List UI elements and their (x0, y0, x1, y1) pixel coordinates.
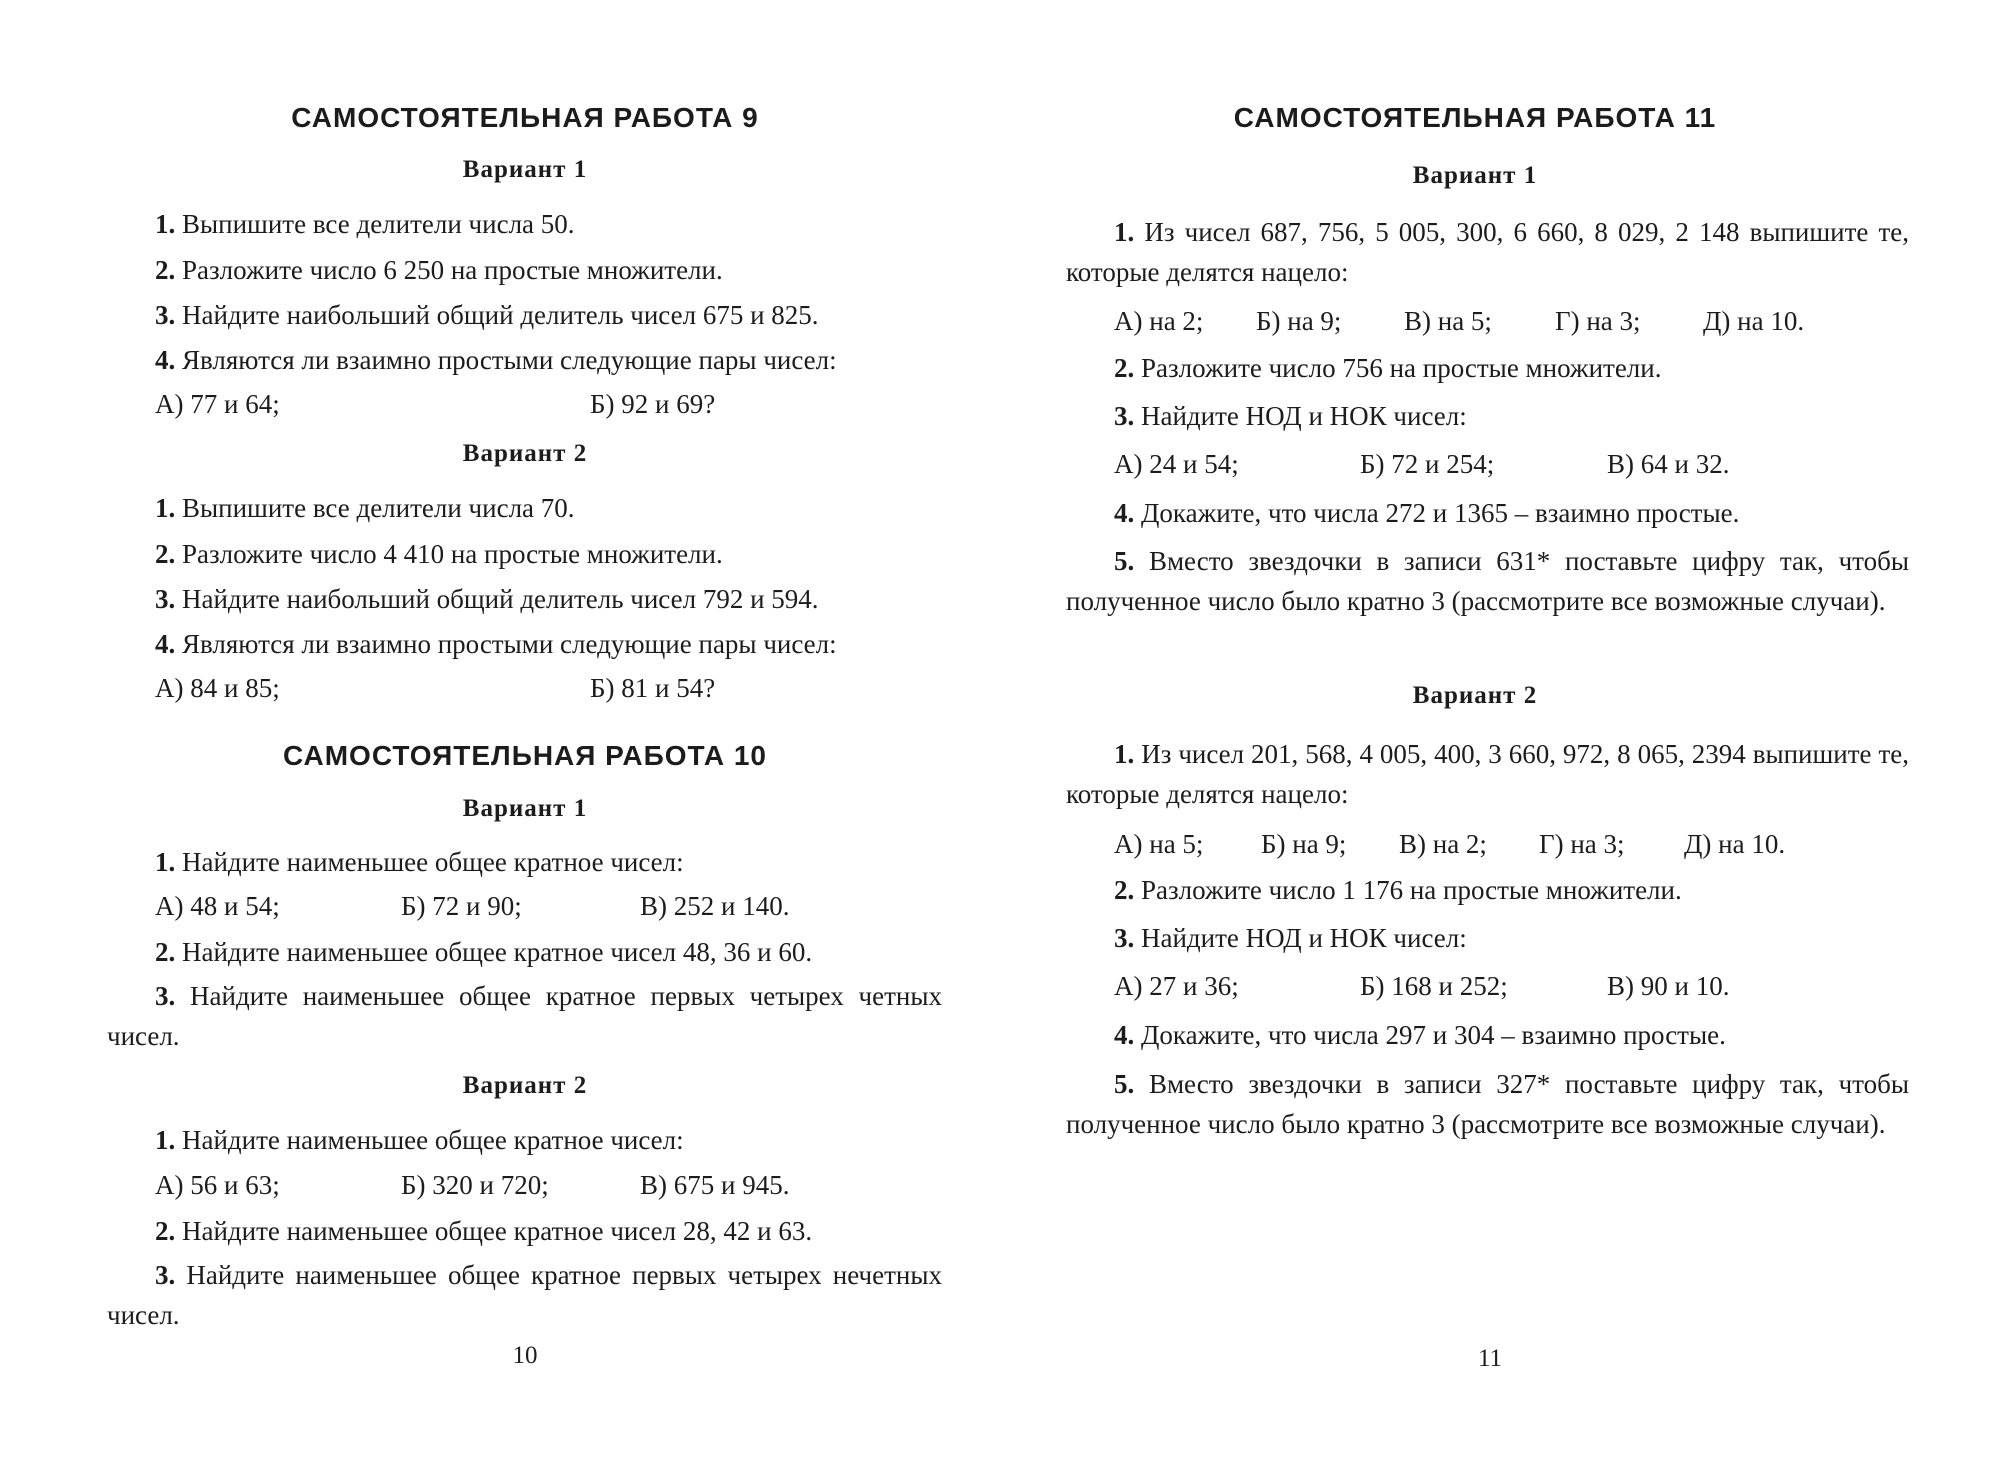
work-10-v1-task-2: 2. Найдите наименьшее общее кратное чисел 48, 36 и 60. (155, 937, 813, 967)
option-a: А) 77 и 64; (155, 389, 280, 419)
option-b: Б) на 9; (1256, 306, 1342, 336)
work-9-v1-task-4-options (155, 384, 955, 424)
option-b: Б) на 9; (1261, 829, 1347, 859)
work-10-v1-task-1: 1. Найдите наименьшее общее кратное чисел: (155, 847, 684, 877)
work-10-v1-task-1-options (155, 886, 955, 926)
work-9-v2-task-1: 1. Выпишите все делители числа 70. (155, 493, 575, 523)
work-10-v2-task-1: 1. Найдите наименьшее общее кратное чисел: (155, 1125, 684, 1155)
work-11-v2-task-1: 1. Из чисел 201, 568, 4 005, 400, 3 660, 972, 8 065, 2394 выпишите те, которые делятся нацело: (1066, 739, 1910, 809)
option-b: Б) 168 и 252; (1360, 971, 1508, 1001)
work-10-variant-1-heading: Вариант 1 (462, 795, 588, 822)
option-c: В) 90 и 10. (1607, 971, 1730, 1001)
work-10-title: САМОСТОЯТЕЛЬНАЯ РАБОТА 10 (282, 740, 768, 771)
work-11-v1-task-2: 2. Разложите число 756 на простые множители. (1114, 353, 1662, 383)
work-9-v2-task-4-options (155, 668, 955, 708)
page-number-right: 11 (1477, 1345, 1503, 1372)
option-c: В) на 5; (1404, 306, 1492, 336)
option-d: Г) на 3; (1539, 829, 1625, 859)
option-a: А) 56 и 63; (155, 1170, 280, 1200)
work-11-v2-task-4: 4. Докажите, что числа 297 и 304 – взаимно простые. (1114, 1020, 1726, 1050)
work-11-title: САМОСТОЯТЕЛЬНАЯ РАБОТА 11 (1233, 102, 1717, 133)
option-a: А) 84 и 85; (155, 673, 280, 703)
work-10-v2-task-1-options (155, 1165, 955, 1205)
work-11-v1-task-1: 1. Из чисел 687, 756, 5 005, 300, 6 660, 8 029, 2 148 выпишите те, которые делятся нацело: (1066, 217, 1910, 287)
option-b: Б) 81 и 54? (590, 673, 716, 703)
work-11-v2-task-3: 3. Найдите НОД и НОК чисел: (1114, 923, 1467, 953)
work-11-v1-task-3-options (1114, 444, 1934, 484)
work-9-title: САМОСТОЯТЕЛЬНАЯ РАБОТА 9 (291, 102, 759, 133)
work-10-v1-task-3: 3. Найдите наименьшее общее кратное первых четырех четных чисел. (107, 981, 943, 1051)
work-11-v1-task-1-options (1114, 301, 1934, 341)
option-c: В) 675 и 945. (640, 1170, 790, 1200)
work-10-v2-task-2: 2. Найдите наименьшее общее кратное чисел 28, 42 и 63. (155, 1216, 813, 1246)
work-10-v2-task-3: 3. Найдите наименьшее общее кратное первых четырех нечетных чисел. (107, 1260, 942, 1330)
option-a: А) на 5; (1114, 829, 1204, 859)
work-11-variant-1-heading: Вариант 1 (1412, 162, 1538, 189)
work-11-v2-task-1-options (1114, 824, 1934, 864)
option-b: Б) 72 и 254; (1360, 449, 1495, 479)
work-9-v1-task-2: 2. Разложите число 6 250 на простые множители. (155, 255, 723, 285)
work-11-variant-2-heading: Вариант 2 (1412, 682, 1538, 709)
option-b: Б) 92 и 69? (590, 389, 716, 419)
option-b: Б) 72 и 90; (401, 891, 522, 921)
work-9-v1-task-4: 4. Являются ли взаимно простыми следующие пары чисел: (155, 345, 837, 375)
page-number-left: 10 (512, 1342, 538, 1369)
work-9-v2-task-4: 4. Являются ли взаимно простыми следующие пары чисел: (155, 629, 837, 659)
option-b: Б) 320 и 720; (401, 1170, 549, 1200)
work-9-variant-1-heading: Вариант 1 (462, 156, 588, 183)
work-11-v2-task-5: 5. Вместо звездочки в записи 327* поставьте цифру так, чтобы полученное число было кратно 3 (рассмотрите все возможные случаи). (1066, 1069, 1910, 1139)
option-a: А) 27 и 36; (1114, 971, 1239, 1001)
right-page (1000, 0, 2000, 1474)
work-11-v2-task-2: 2. Разложите число 1 176 на простые множители. (1114, 875, 1682, 905)
option-a: А) 48 и 54; (155, 891, 280, 921)
option-c: В) 252 и 140. (640, 891, 790, 921)
work-9-v2-task-2: 2. Разложите число 4 410 на простые множители. (155, 539, 723, 569)
work-11-v2-task-3-options (1114, 966, 1934, 1006)
work-9-variant-2-heading: Вариант 2 (462, 440, 588, 467)
work-9-v1-task-1: 1. Выпишите все делители числа 50. (155, 209, 575, 239)
option-c: В) на 2; (1399, 829, 1487, 859)
option-d: Г) на 3; (1555, 306, 1641, 336)
option-e: Д) на 10. (1703, 306, 1805, 336)
work-9-v2-task-3: 3. Найдите наибольший общий делитель чисел 792 и 594. (155, 584, 819, 614)
option-e: Д) на 10. (1684, 829, 1786, 859)
option-c: В) 64 и 32. (1607, 449, 1730, 479)
option-a: А) 24 и 54; (1114, 449, 1239, 479)
work-11-v1-task-3: 3. Найдите НОД и НОК чисел: (1114, 401, 1467, 431)
option-a: А) на 2; (1114, 306, 1204, 336)
work-11-v1-task-4: 4. Докажите, что числа 272 и 1365 – взаимно простые. (1114, 498, 1740, 528)
work-9-v1-task-3: 3. Найдите наибольший общий делитель чисел 675 и 825. (155, 300, 819, 330)
work-10-variant-2-heading: Вариант 2 (462, 1072, 588, 1099)
work-11-v1-task-5: 5. Вместо звездочки в записи 631* поставьте цифру так, чтобы полученное число было кратно 3 (рассмотрите все возможные случаи). (1066, 546, 1910, 616)
